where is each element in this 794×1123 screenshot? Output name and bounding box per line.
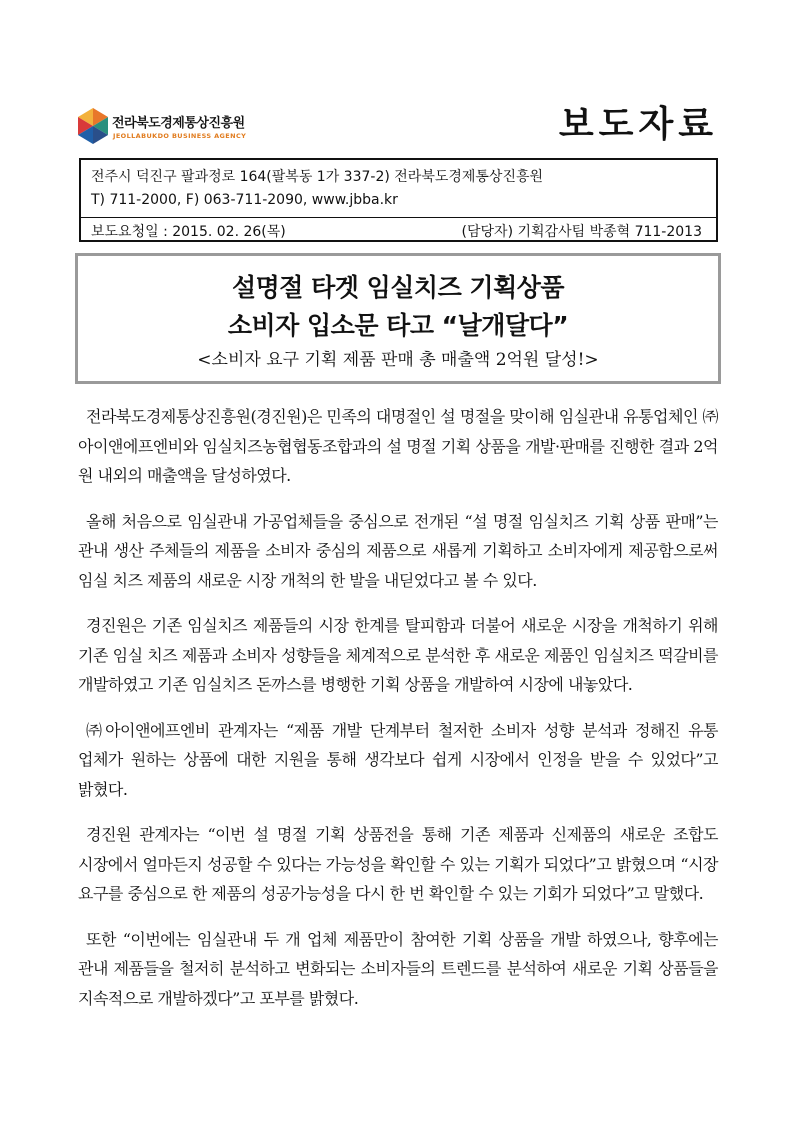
paragraph: ㈜아이앤에프엔비 관계자는 “제품 개발 단계부터 철저한 소비자 성향 분석과 정해진 유통 업체가 원하는 상품에 대한 지원을 통해 생각보다 쉽게 시장에서 인정을 받을 수 있었다”고 밝혔다. xyxy=(78,720,718,799)
paragraph: 경진원 관계자는 “이번 설 명절 기획 상품전을 통해 기존 제품과 신제품의 새로운 조합도 시장에서 얼마든지 성공할 수 있다는 가능성을 확인할 수 있는 기획가 되었다”고 밝혔으며 “시장 요구를 중심으로 한 제품의 성공가능성을 다시 한 번 확인할 수 있는 기회가 되었다”고 말했다. xyxy=(78,825,718,903)
contact-info-box xyxy=(79,158,718,242)
organization-name-english: JEOLLABUKDO BUSINESS AGENCY xyxy=(113,132,247,140)
organization-name: 전라북도경제통상진흥원 xyxy=(112,116,245,131)
person-in-charge: (담당자) 기획감사팀 박종혁 711-2013 xyxy=(461,224,702,240)
document-type-title: 보도자료 xyxy=(558,104,718,145)
headline-line-1: 설명절 타겟 임실치즈 기획상품 xyxy=(231,273,565,302)
paragraph: 경진원은 기존 임실치즈 제품들의 시장 한계를 탈피함과 더불어 새로운 시장을 개척하기 위해 기존 임실 치즈 제품과 소비자 성향들을 체계적으로 분석한 후 새로운 제품인 임실치즈 떡갈비를 개발하였고 기존 임실치즈 돈까스를 병행한 기획 상품을 개발하여 시장에 내놓았다. xyxy=(78,616,718,694)
headline-subtitle: <소비자 요구 기획 제품 판매 총 매출액 2억원 달성!> xyxy=(197,350,599,370)
logo-mark-icon xyxy=(78,108,108,144)
paragraph: 올해 처음으로 임실관내 가공업체들을 중심으로 전개된 “설 명절 임실치즈 기획 상품 판매”는 관내 생산 주체들의 제품을 소비자 중심의 제품으로 새롭게 기획하고 소비자에게 제공함으로써 임실 치즈 제품의 새로운 시장 개척의 한 발을 내딛었다고 볼 수 있다. xyxy=(78,511,718,590)
headline-line-2: 소비자 입소문 타고 “날개달다” xyxy=(227,311,569,340)
organization-logo xyxy=(78,106,318,150)
release-date: 보도요청일 : 2015. 02. 26(목) xyxy=(91,224,286,240)
info-divider xyxy=(81,217,716,218)
phone-fax-web-line: T) 711-2000, F) 063-711-2090, www.jbba.kr xyxy=(91,192,398,208)
article-body xyxy=(78,402,718,1022)
paragraph: 또한 “이번에는 임실관내 두 개 업체 제품만이 참여한 기획 상품을 개발 하였으나, 향후에는 관내 제품들을 철저히 분석하고 변화되는 소비자들의 트렌드를 분석하여 새로운 기획 상품들을 지속적으로 개발하겠다”고 포부를 밝혔다. xyxy=(78,929,718,1008)
paragraph: 전라북도경제통상진흥원(경진원)은 민족의 대명절인 설 명절을 맞이해 임실관내 유통업체인 ㈜아이앤에프엔비와 임실치즈농협협동조합과의 설 명절 기획 상품을 개발·판매를 진행한 결과 2억 원 내외의 매출액을 달성하였다. xyxy=(78,407,719,485)
address-line: 전주시 덕진구 팔과정로 164(팔복동 1가 337-2) 전라북도경제통상진흥원 xyxy=(91,169,544,185)
headline-box xyxy=(75,253,721,384)
